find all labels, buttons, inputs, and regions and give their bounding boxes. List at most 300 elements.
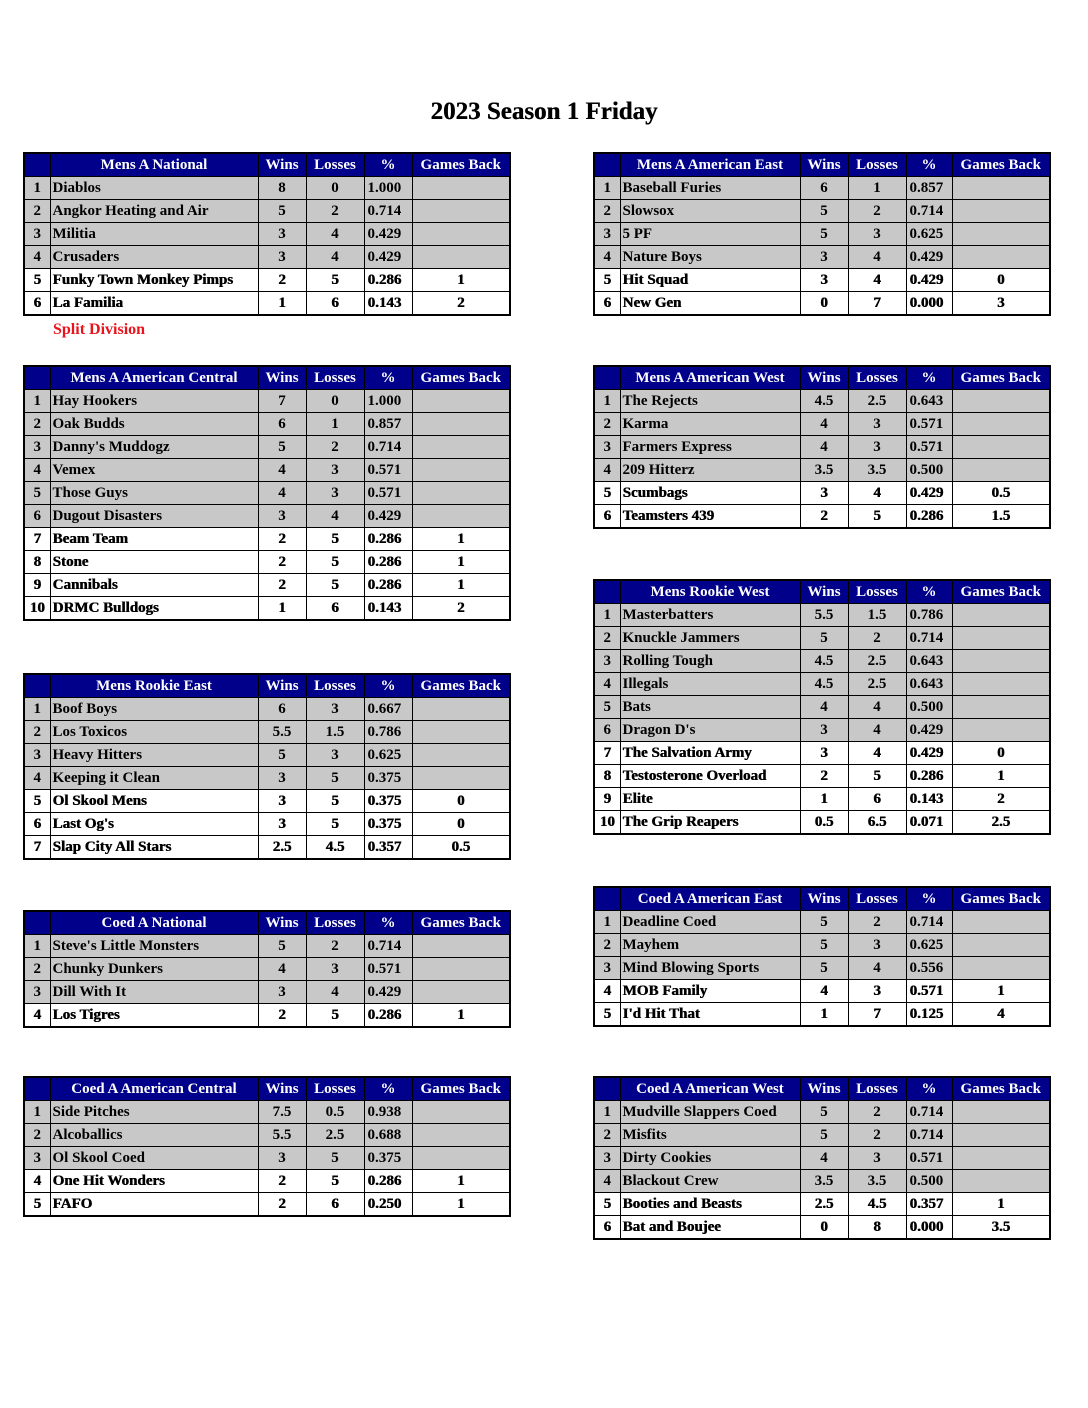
division-name: Mens Rookie West [620, 580, 800, 604]
wins-cell: 2 [258, 551, 306, 574]
table-row [594, 742, 1050, 765]
table-row [594, 765, 1050, 788]
losses-cell: 3 [848, 1147, 906, 1170]
team-name: Chunky Dunkers [50, 958, 258, 981]
team-name: Baseball Furies [620, 177, 800, 200]
rank-cell: 8 [24, 551, 50, 574]
losses-cell: 4 [306, 505, 364, 528]
losses-cell: 4 [306, 223, 364, 246]
games-back-cell: 0 [952, 742, 1050, 765]
losses-cell: 4 [848, 269, 906, 292]
header-pct: % [906, 1077, 952, 1101]
team-name: Slap City All Stars [50, 836, 258, 860]
rank-cell: 6 [594, 1216, 620, 1240]
team-name: Angkor Heating and Air [50, 200, 258, 223]
pct-cell: 0.857 [364, 413, 412, 436]
rank-cell: 2 [594, 200, 620, 223]
wins-cell: 5 [800, 200, 848, 223]
table-header-row [24, 366, 510, 390]
pct-cell: 0.375 [364, 813, 412, 836]
division-name: Coed A National [50, 911, 258, 935]
pct-cell: 0.429 [364, 981, 412, 1004]
team-name: Knuckle Jammers [620, 627, 800, 650]
wins-cell: 2 [258, 1193, 306, 1217]
losses-cell: 3 [306, 958, 364, 981]
rank-cell: 4 [24, 767, 50, 790]
losses-cell: 2 [306, 935, 364, 958]
pct-cell: 0.714 [906, 1124, 952, 1147]
table-row [24, 223, 510, 246]
losses-cell: 7 [848, 1003, 906, 1027]
games-back-cell [412, 413, 510, 436]
table-row [24, 935, 510, 958]
rank-cell: 6 [594, 505, 620, 529]
losses-cell: 4 [848, 246, 906, 269]
games-back-cell: 1.5 [952, 505, 1050, 529]
header-wins: Wins [258, 911, 306, 935]
team-name: 5 PF [620, 223, 800, 246]
team-name: DRMC Bulldogs [50, 597, 258, 621]
rank-cell: 6 [594, 719, 620, 742]
pct-cell: 0.643 [906, 650, 952, 673]
team-name: Blackout Crew [620, 1170, 800, 1193]
wins-cell: 2 [800, 505, 848, 529]
rank-cell: 10 [24, 597, 50, 621]
rank-cell: 3 [24, 223, 50, 246]
header-games-back: Games Back [412, 366, 510, 390]
division-name: Mens A American Central [50, 366, 258, 390]
losses-cell: 5 [306, 767, 364, 790]
games-back-cell [412, 981, 510, 1004]
games-back-cell: 1 [412, 269, 510, 292]
table-row [24, 1147, 510, 1170]
games-back-cell: 0.5 [952, 482, 1050, 505]
games-back-cell [952, 934, 1050, 957]
rank-cell: 1 [24, 177, 50, 200]
pct-cell: 0.714 [906, 200, 952, 223]
header-wins: Wins [800, 153, 848, 177]
header-pct: % [364, 674, 412, 698]
games-back-cell [412, 1101, 510, 1124]
team-name: Bats [620, 696, 800, 719]
pct-cell: 0.429 [906, 482, 952, 505]
games-back-cell: 2.5 [952, 811, 1050, 835]
header-losses: Losses [848, 887, 906, 911]
table-row [594, 246, 1050, 269]
table-row [24, 1193, 510, 1217]
wins-cell: 3 [258, 1147, 306, 1170]
losses-cell: 3 [848, 980, 906, 1003]
table-row [24, 246, 510, 269]
team-name: I'd Hit That [620, 1003, 800, 1027]
table-row [24, 836, 510, 860]
header-wins: Wins [800, 887, 848, 911]
pct-cell: 0.786 [906, 604, 952, 627]
pct-cell: 0.714 [364, 935, 412, 958]
wins-cell: 3 [258, 223, 306, 246]
losses-cell: 3 [306, 744, 364, 767]
wins-cell: 1 [800, 788, 848, 811]
team-name: The Grip Reapers [620, 811, 800, 835]
rank-cell: 3 [594, 650, 620, 673]
table-row [594, 292, 1050, 316]
wins-cell: 1 [258, 292, 306, 316]
team-name: Dill With It [50, 981, 258, 1004]
games-back-cell [952, 1124, 1050, 1147]
games-back-cell [952, 223, 1050, 246]
header-rank-cell [24, 674, 50, 698]
pct-cell: 0.286 [364, 551, 412, 574]
games-back-cell [952, 604, 1050, 627]
header-losses: Losses [848, 1077, 906, 1101]
team-name: Ol Skool Coed [50, 1147, 258, 1170]
header-wins: Wins [258, 1077, 306, 1101]
pct-cell: 0.429 [364, 246, 412, 269]
losses-cell: 5 [306, 269, 364, 292]
header-games-back: Games Back [412, 911, 510, 935]
games-back-cell [412, 958, 510, 981]
losses-cell: 5 [848, 765, 906, 788]
table-row [24, 767, 510, 790]
team-name: Booties and Beasts [620, 1193, 800, 1216]
team-name: Last Og's [50, 813, 258, 836]
losses-cell: 4 [306, 246, 364, 269]
wins-cell: 4 [800, 980, 848, 1003]
rank-cell: 2 [24, 1124, 50, 1147]
team-name: Hay Hookers [50, 390, 258, 413]
rank-cell: 1 [594, 911, 620, 934]
team-name: Slowsox [620, 200, 800, 223]
games-back-cell: 0 [952, 269, 1050, 292]
losses-cell: 2 [848, 1124, 906, 1147]
games-back-cell [412, 744, 510, 767]
team-name: Farmers Express [620, 436, 800, 459]
pct-cell: 0.688 [364, 1124, 412, 1147]
table-row [24, 981, 510, 1004]
pct-cell: 0.625 [364, 744, 412, 767]
losses-cell: 5 [306, 790, 364, 813]
team-name: Alcoballics [50, 1124, 258, 1147]
rank-cell: 1 [594, 604, 620, 627]
games-back-cell [952, 673, 1050, 696]
wins-cell: 2 [258, 574, 306, 597]
games-back-cell: 0 [412, 813, 510, 836]
games-back-cell [952, 696, 1050, 719]
header-losses: Losses [848, 580, 906, 604]
pct-cell: 0.125 [906, 1003, 952, 1027]
team-name: Dugout Disasters [50, 505, 258, 528]
pct-cell: 0.500 [906, 696, 952, 719]
games-back-cell [952, 1101, 1050, 1124]
games-back-cell: 0.5 [412, 836, 510, 860]
rank-cell: 5 [24, 1193, 50, 1217]
rank-cell: 1 [24, 935, 50, 958]
wins-cell: 5 [800, 911, 848, 934]
team-name: Dragon D's [620, 719, 800, 742]
rank-cell: 1 [594, 390, 620, 413]
wins-cell: 2 [258, 528, 306, 551]
team-name: MOB Family [620, 980, 800, 1003]
losses-cell: 3 [306, 482, 364, 505]
rank-cell: 1 [24, 698, 50, 721]
rank-cell: 3 [594, 1147, 620, 1170]
wins-cell: 5 [258, 436, 306, 459]
pct-cell: 0.429 [364, 505, 412, 528]
wins-cell: 3 [258, 813, 306, 836]
wins-cell: 3 [800, 719, 848, 742]
team-name: The Rejects [620, 390, 800, 413]
team-name: Crusaders [50, 246, 258, 269]
losses-cell: 1 [306, 413, 364, 436]
table-row [24, 459, 510, 482]
division-name: Coed A American Central [50, 1077, 258, 1101]
losses-cell: 8 [848, 1216, 906, 1240]
standings-table-mens-a-american-west [593, 365, 1051, 529]
losses-cell: 2.5 [848, 650, 906, 673]
division-name: Mens A American West [620, 366, 800, 390]
wins-cell: 5 [800, 1101, 848, 1124]
division-name: Mens A National [50, 153, 258, 177]
table-header-row [594, 887, 1050, 911]
losses-cell: 5 [306, 528, 364, 551]
games-back-cell: 1 [412, 551, 510, 574]
losses-cell: 1 [848, 177, 906, 200]
header-games-back: Games Back [952, 366, 1050, 390]
table-row [24, 505, 510, 528]
team-name: One Hit Wonders [50, 1170, 258, 1193]
rank-cell: 5 [594, 269, 620, 292]
pct-cell: 0.286 [364, 269, 412, 292]
team-name: Those Guys [50, 482, 258, 505]
table-row [594, 957, 1050, 980]
wins-cell: 3 [258, 981, 306, 1004]
games-back-cell: 2 [412, 292, 510, 316]
table-row [24, 597, 510, 621]
header-pct: % [906, 366, 952, 390]
pct-cell: 0.375 [364, 790, 412, 813]
losses-cell: 2 [848, 627, 906, 650]
rank-cell: 6 [594, 292, 620, 316]
rank-cell: 4 [24, 1170, 50, 1193]
pct-cell: 0.571 [906, 436, 952, 459]
pct-cell: 0.429 [906, 719, 952, 742]
rank-cell: 4 [24, 246, 50, 269]
table-row [594, 650, 1050, 673]
wins-cell: 3 [258, 790, 306, 813]
table-row [24, 744, 510, 767]
losses-cell: 4 [306, 981, 364, 1004]
table-row [24, 482, 510, 505]
pct-cell: 0.571 [364, 958, 412, 981]
table-row [24, 269, 510, 292]
games-back-cell [952, 719, 1050, 742]
games-back-cell [412, 698, 510, 721]
games-back-cell [952, 911, 1050, 934]
pct-cell: 0.286 [906, 505, 952, 529]
table-row [594, 1003, 1050, 1027]
header-rank-cell [594, 580, 620, 604]
losses-cell: 5 [306, 1147, 364, 1170]
wins-cell: 3 [800, 269, 848, 292]
wins-cell: 3 [258, 246, 306, 269]
team-name: Ol Skool Mens [50, 790, 258, 813]
pct-cell: 0.357 [364, 836, 412, 860]
games-back-cell [412, 177, 510, 200]
losses-cell: 2 [848, 911, 906, 934]
header-wins: Wins [800, 366, 848, 390]
games-back-cell: 2 [412, 597, 510, 621]
rank-cell: 7 [594, 742, 620, 765]
losses-cell: 2.5 [306, 1124, 364, 1147]
losses-cell: 5 [306, 1004, 364, 1028]
team-name: Cannibals [50, 574, 258, 597]
header-rank-cell [594, 366, 620, 390]
losses-cell: 3 [848, 413, 906, 436]
games-back-cell [412, 436, 510, 459]
losses-cell: 3.5 [848, 1170, 906, 1193]
rank-cell: 6 [24, 813, 50, 836]
pct-cell: 0.071 [906, 811, 952, 835]
wins-cell: 5.5 [800, 604, 848, 627]
games-back-cell: 3.5 [952, 1216, 1050, 1240]
header-wins: Wins [258, 153, 306, 177]
wins-cell: 3.5 [800, 1170, 848, 1193]
header-losses: Losses [306, 153, 364, 177]
losses-cell: 3 [848, 436, 906, 459]
rank-cell: 9 [594, 788, 620, 811]
losses-cell: 0.5 [306, 1101, 364, 1124]
division-name: Coed A American East [620, 887, 800, 911]
games-back-cell [412, 390, 510, 413]
games-back-cell [952, 1170, 1050, 1193]
standings-table-coed-a-national [23, 910, 511, 1028]
table-row [594, 911, 1050, 934]
losses-cell: 3 [306, 459, 364, 482]
pct-cell: 0.571 [906, 1147, 952, 1170]
games-back-cell [412, 459, 510, 482]
table-header-row [24, 1077, 510, 1101]
pct-cell: 0.571 [906, 413, 952, 436]
games-back-cell [952, 650, 1050, 673]
table-row [594, 1147, 1050, 1170]
header-games-back: Games Back [952, 887, 1050, 911]
team-name: Boof Boys [50, 698, 258, 721]
rank-cell: 3 [24, 744, 50, 767]
wins-cell: 8 [258, 177, 306, 200]
rank-cell: 2 [594, 627, 620, 650]
header-rank-cell [24, 1077, 50, 1101]
wins-cell: 5 [258, 935, 306, 958]
wins-cell: 3 [800, 246, 848, 269]
table-header-row [24, 674, 510, 698]
pct-cell: 0.643 [906, 390, 952, 413]
team-name: Nature Boys [620, 246, 800, 269]
team-name: FAFO [50, 1193, 258, 1217]
table-row [594, 1193, 1050, 1216]
team-name: Militia [50, 223, 258, 246]
losses-cell: 3 [848, 223, 906, 246]
games-back-cell [412, 505, 510, 528]
team-name: La Familia [50, 292, 258, 316]
table-row [24, 1004, 510, 1028]
table-row [24, 436, 510, 459]
rank-cell: 5 [24, 482, 50, 505]
header-games-back: Games Back [952, 153, 1050, 177]
rank-cell: 9 [24, 574, 50, 597]
header-wins: Wins [258, 674, 306, 698]
rank-cell: 3 [594, 957, 620, 980]
losses-cell: 4 [848, 742, 906, 765]
games-back-cell [412, 935, 510, 958]
rank-cell: 2 [24, 958, 50, 981]
pct-cell: 0.857 [906, 177, 952, 200]
rank-cell: 6 [24, 505, 50, 528]
split-division-note: Split Division [53, 321, 146, 338]
header-losses: Losses [306, 911, 364, 935]
losses-cell: 2 [848, 1101, 906, 1124]
rank-cell: 1 [24, 1101, 50, 1124]
standings-table-coed-a-american-west [593, 1076, 1051, 1240]
pct-cell: 0.714 [364, 436, 412, 459]
team-name: Los Tigres [50, 1004, 258, 1028]
wins-cell: 7 [258, 390, 306, 413]
games-back-cell: 1 [412, 528, 510, 551]
rank-cell: 2 [594, 413, 620, 436]
team-name: Elite [620, 788, 800, 811]
wins-cell: 3 [800, 742, 848, 765]
header-losses: Losses [306, 1077, 364, 1101]
games-back-cell: 1 [952, 1193, 1050, 1216]
table-row [24, 1101, 510, 1124]
team-name: Los Toxicos [50, 721, 258, 744]
header-pct: % [906, 887, 952, 911]
games-back-cell [952, 200, 1050, 223]
team-name: Vemex [50, 459, 258, 482]
losses-cell: 5 [306, 1170, 364, 1193]
pct-cell: 0.571 [906, 980, 952, 1003]
wins-cell: 4 [800, 413, 848, 436]
rank-cell: 4 [594, 980, 620, 1003]
wins-cell: 0 [800, 1216, 848, 1240]
wins-cell: 4 [800, 436, 848, 459]
pct-cell: 0.643 [906, 673, 952, 696]
team-name: Beam Team [50, 528, 258, 551]
table-row [594, 177, 1050, 200]
rank-cell: 8 [594, 765, 620, 788]
table-row [24, 177, 510, 200]
pct-cell: 1.000 [364, 177, 412, 200]
header-losses: Losses [848, 153, 906, 177]
header-rank-cell [24, 153, 50, 177]
team-name: Heavy Hitters [50, 744, 258, 767]
header-pct: % [906, 153, 952, 177]
wins-cell: 2 [800, 765, 848, 788]
games-back-cell: 0 [412, 790, 510, 813]
table-row [594, 200, 1050, 223]
losses-cell: 4.5 [306, 836, 364, 860]
wins-cell: 5 [258, 200, 306, 223]
rank-cell: 3 [24, 436, 50, 459]
table-row [594, 1216, 1050, 1240]
pct-cell: 0.714 [906, 627, 952, 650]
team-name: Stone [50, 551, 258, 574]
pct-cell: 1.000 [364, 390, 412, 413]
team-name: Side Pitches [50, 1101, 258, 1124]
team-name: New Gen [620, 292, 800, 316]
rank-cell: 5 [24, 269, 50, 292]
header-games-back: Games Back [952, 1077, 1050, 1101]
wins-cell: 4 [800, 1147, 848, 1170]
